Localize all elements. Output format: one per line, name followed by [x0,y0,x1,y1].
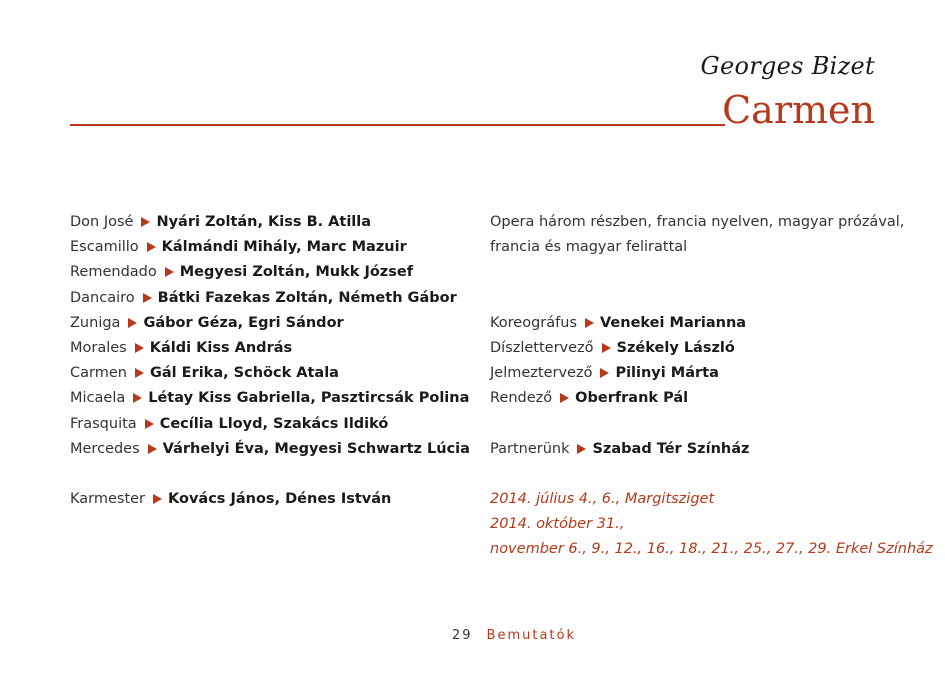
arrow-icon [153,494,162,504]
performer-names: Cecília Lloyd, Szakács Ildikó [159,415,389,432]
arrow-icon [165,267,174,277]
credit-name: Oberfrank Pál [575,390,689,407]
cast-row [70,336,470,361]
arrow-icon [141,217,150,227]
role-label: Karmester [70,491,146,508]
performance-date: november 6., 9., 12., 16., 18., 21., 25., 27., 29. Erkel Színház [490,541,933,558]
cast-row [70,260,470,285]
spacer [70,462,470,487]
cast-row [70,210,470,235]
credit-name: Székely László [616,339,735,356]
page-number: 29 [452,628,473,643]
cast-column [70,210,470,512]
performer-names: Káldi Kiss András [149,339,293,356]
performer-names: Gábor Géza, Egri Sándor [143,314,344,331]
partner-row [490,437,890,462]
role-label: Don José [70,214,134,230]
arrow-icon [135,368,144,378]
info-column [490,210,933,563]
cast-row [70,412,470,437]
credit-name: Venekei Marianna [600,314,747,331]
role-label: Dancairo [70,289,135,306]
performance-date: 2014. július 4., 6., Margitsziget [490,491,715,508]
arrow-icon [135,343,144,353]
cast-row [70,311,470,336]
spacer [490,462,890,487]
role-label: Frasquita [70,415,137,432]
cast-row [70,286,470,311]
arrow-icon [577,444,586,454]
role-label: Micaela [70,390,126,407]
title-rule [70,124,725,126]
credit-role: Rendező [490,390,553,407]
arrow-icon [128,318,137,328]
spacer [490,286,890,311]
performer-names: Gál Erika, Schöck Atala [149,365,339,382]
role-label: Mercedes [70,440,140,457]
cast-row [70,437,470,462]
role-label: Zuniga [70,314,121,331]
performer-names: Várhelyi Éva, Megyesi Schwartz Lúcia [162,440,470,457]
page-title: Carmen [722,88,875,132]
page-footer [452,628,576,643]
role-label: Escamillo [70,239,139,256]
arrow-icon [585,318,594,328]
arrow-icon [133,393,142,403]
description-line: Opera három részben, francia nyelven, magyar prózával, [490,214,905,230]
performer-names: Létay Kiss Gabriella, Pasztircsák Polina [148,390,470,407]
spacer [490,412,890,437]
cast-row [70,361,470,386]
arrow-icon [147,242,156,252]
role-label: Carmen [70,365,127,382]
performance-date: 2014. október 31., [490,516,625,533]
performer-names: Nyári Zoltán, Kiss B. Atilla [156,214,372,230]
role-label: Morales [70,339,127,356]
partner-name: Szabad Tér Színház [592,440,750,457]
arrow-icon [143,293,152,303]
credit-role: Jelmeztervező [490,365,593,382]
conductor-row [70,487,470,512]
performer-names: Kovács János, Dénes István [168,491,392,508]
credit-row [490,336,890,361]
performer-names: Megyesi Zoltán, Mukk József [179,264,414,281]
arrow-icon [560,393,569,403]
arrow-icon [600,368,609,378]
arrow-icon [145,419,154,429]
spacer [490,260,890,285]
arrow-icon [602,343,611,353]
credit-role: Díszlettervező [490,339,594,356]
credit-row [490,386,890,411]
composer-name: Georges Bizet [700,52,875,80]
cast-row [70,386,470,411]
credit-row [490,361,890,386]
cast-row [70,235,470,260]
partner-role: Partnerünk [490,440,570,457]
performer-names: Bátki Fazekas Zoltán, Németh Gábor [157,289,457,306]
performer-names: Kálmándi Mihály, Marc Mazuir [161,239,407,256]
section-name: Bemutatók [486,628,577,643]
credit-row [490,311,890,336]
credit-name: Pilinyi Márta [615,365,719,382]
credit-role: Koreográfus [490,314,577,331]
arrow-icon [148,444,157,454]
role-label: Remendado [70,264,157,281]
description-line: francia és magyar felirattal [490,239,688,256]
